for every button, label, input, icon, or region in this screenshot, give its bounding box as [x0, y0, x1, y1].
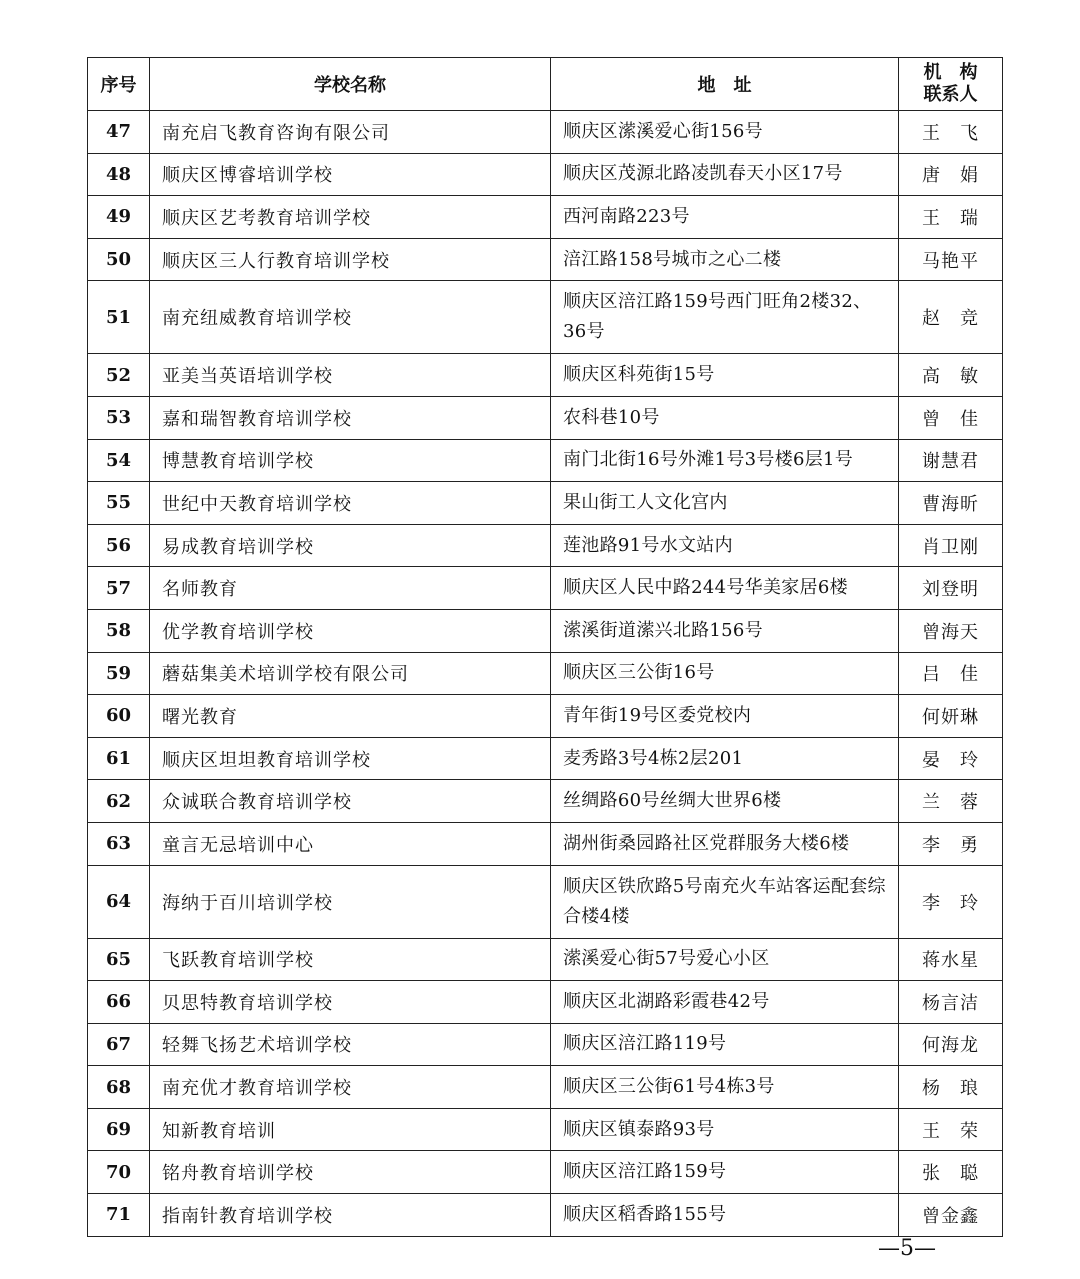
header-contact [899, 58, 1003, 111]
cell-no: 70 [88, 1151, 150, 1194]
table-row [88, 1023, 1003, 1066]
cell-no: 52 [88, 354, 150, 397]
table-row [88, 567, 1003, 610]
cell-address: 顺庆区涪江路159号西门旺角2楼32、36号 [551, 281, 899, 354]
cell-contact: 何妍琳 [899, 695, 1003, 738]
cell-school-name: 南充启飞教育咨询有限公司 [150, 111, 551, 154]
cell-contact: 兰 蓉 [899, 780, 1003, 823]
cell-no: 64 [88, 865, 150, 938]
cell-contact: 李 玲 [899, 865, 1003, 938]
cell-contact: 吕 佳 [899, 652, 1003, 695]
cell-address: 顺庆区镇泰路93号 [551, 1108, 899, 1151]
cell-school-name: 贝思特教育培训学校 [150, 981, 551, 1024]
table-row [88, 354, 1003, 397]
cell-no: 49 [88, 196, 150, 239]
cell-school-name: 博慧教育培训学校 [150, 439, 551, 482]
cell-school-name: 指南针教育培训学校 [150, 1194, 551, 1237]
cell-address: 顺庆区铁欣路5号南充火车站客运配套综合楼4楼 [551, 865, 899, 938]
cell-school-name: 亚美当英语培训学校 [150, 354, 551, 397]
cell-no: 59 [88, 652, 150, 695]
cell-contact: 王 荣 [899, 1108, 1003, 1151]
cell-contact: 蒋水星 [899, 938, 1003, 981]
table-row [88, 780, 1003, 823]
cell-school-name: 顺庆区艺考教育培训学校 [150, 196, 551, 239]
cell-contact: 唐 娟 [899, 153, 1003, 196]
cell-contact: 曾海天 [899, 609, 1003, 652]
table-row [88, 196, 1003, 239]
table-row [88, 1151, 1003, 1194]
cell-school-name: 顺庆区坦坦教育培训学校 [150, 737, 551, 780]
cell-contact: 刘登明 [899, 567, 1003, 610]
table-row [88, 111, 1003, 154]
cell-school-name: 嘉和瑞智教育培训学校 [150, 396, 551, 439]
table-row [88, 737, 1003, 780]
cell-contact: 王 瑞 [899, 196, 1003, 239]
cell-school-name: 顺庆区三人行教育培训学校 [150, 238, 551, 281]
table-row [88, 652, 1003, 695]
cell-contact: 曾 佳 [899, 396, 1003, 439]
cell-address: 农科巷10号 [551, 396, 899, 439]
table-row [88, 695, 1003, 738]
cell-contact: 王 飞 [899, 111, 1003, 154]
cell-contact: 曹海昕 [899, 482, 1003, 525]
header-school-name: 学校名称 [150, 58, 551, 111]
table-row [88, 482, 1003, 525]
cell-address: 潆溪街道潆兴北路156号 [551, 609, 899, 652]
cell-school-name: 名师教育 [150, 567, 551, 610]
cell-no: 55 [88, 482, 150, 525]
table-row [88, 865, 1003, 938]
cell-school-name: 众诚联合教育培训学校 [150, 780, 551, 823]
cell-school-name: 飞跃教育培训学校 [150, 938, 551, 981]
table-row [88, 238, 1003, 281]
cell-school-name: 易成教育培训学校 [150, 524, 551, 567]
cell-no: 54 [88, 439, 150, 482]
cell-address: 顺庆区三公街16号 [551, 652, 899, 695]
cell-no: 69 [88, 1108, 150, 1151]
cell-no: 66 [88, 981, 150, 1024]
cell-contact: 赵 竞 [899, 281, 1003, 354]
cell-no: 63 [88, 822, 150, 865]
cell-contact: 杨 琅 [899, 1066, 1003, 1109]
cell-address: 顺庆区人民中路244号华美家居6楼 [551, 567, 899, 610]
table-row [88, 439, 1003, 482]
cell-address: 顺庆区涪江路159号 [551, 1151, 899, 1194]
cell-school-name: 蘑菇集美术培训学校有限公司 [150, 652, 551, 695]
header-contact-line1: 机 构 [923, 62, 978, 83]
cell-school-name: 童言无忌培训中心 [150, 822, 551, 865]
table-row [88, 938, 1003, 981]
cell-school-name: 铭舟教育培训学校 [150, 1151, 551, 1194]
cell-address: 顺庆区稻香路155号 [551, 1194, 899, 1237]
cell-address: 莲池路91号水文站内 [551, 524, 899, 567]
school-table [87, 57, 1003, 1237]
cell-no: 67 [88, 1023, 150, 1066]
cell-no: 56 [88, 524, 150, 567]
cell-address: 潆溪爱心街57号爱心小区 [551, 938, 899, 981]
cell-contact: 李 勇 [899, 822, 1003, 865]
cell-no: 51 [88, 281, 150, 354]
cell-contact: 曾金鑫 [899, 1194, 1003, 1237]
table-row [88, 153, 1003, 196]
cell-no: 65 [88, 938, 150, 981]
cell-school-name: 轻舞飞扬艺术培训学校 [150, 1023, 551, 1066]
cell-school-name: 顺庆区博睿培训学校 [150, 153, 551, 196]
cell-address: 涪江路158号城市之心二楼 [551, 238, 899, 281]
table-row [88, 609, 1003, 652]
cell-contact: 高 敏 [899, 354, 1003, 397]
cell-address: 麦秀路3号4栋2层201 [551, 737, 899, 780]
cell-school-name: 世纪中天教育培训学校 [150, 482, 551, 525]
table-row [88, 1066, 1003, 1109]
cell-no: 58 [88, 609, 150, 652]
cell-address: 果山街工人文化宫内 [551, 482, 899, 525]
table-row [88, 524, 1003, 567]
cell-contact: 谢慧君 [899, 439, 1003, 482]
cell-address: 顺庆区北湖路彩霞巷42号 [551, 981, 899, 1024]
cell-address: 顺庆区潆溪爱心街156号 [551, 111, 899, 154]
cell-address: 顺庆区科苑街15号 [551, 354, 899, 397]
table-row [88, 396, 1003, 439]
header-address: 地 址 [551, 58, 899, 111]
cell-no: 48 [88, 153, 150, 196]
cell-no: 50 [88, 238, 150, 281]
table-header-row [88, 58, 1003, 111]
cell-contact: 张 聪 [899, 1151, 1003, 1194]
cell-no: 62 [88, 780, 150, 823]
table-row [88, 281, 1003, 354]
cell-no: 71 [88, 1194, 150, 1237]
cell-contact: 晏 玲 [899, 737, 1003, 780]
cell-address: 顺庆区三公街61号4栋3号 [551, 1066, 899, 1109]
cell-no: 68 [88, 1066, 150, 1109]
cell-address: 西河南路223号 [551, 196, 899, 239]
cell-address: 顺庆区茂源北路凌凯春天小区17号 [551, 153, 899, 196]
cell-no: 57 [88, 567, 150, 610]
cell-school-name: 南充优才教育培训学校 [150, 1066, 551, 1109]
page-number: —5— [878, 1236, 936, 1261]
cell-contact: 杨言洁 [899, 981, 1003, 1024]
cell-contact: 马艳平 [899, 238, 1003, 281]
cell-no: 60 [88, 695, 150, 738]
cell-school-name: 南充纽威教育培训学校 [150, 281, 551, 354]
cell-school-name: 海纳于百川培训学校 [150, 865, 551, 938]
cell-address: 湖州街桑园路社区党群服务大楼6楼 [551, 822, 899, 865]
table-row [88, 822, 1003, 865]
cell-contact: 何海龙 [899, 1023, 1003, 1066]
cell-address: 丝绸路60号丝绸大世界6楼 [551, 780, 899, 823]
cell-school-name: 曙光教育 [150, 695, 551, 738]
cell-no: 53 [88, 396, 150, 439]
table-row [88, 1108, 1003, 1151]
cell-contact: 肖卫刚 [899, 524, 1003, 567]
header-contact-line2: 联系人 [923, 84, 978, 105]
cell-school-name: 优学教育培训学校 [150, 609, 551, 652]
cell-school-name: 知新教育培训 [150, 1108, 551, 1151]
cell-no: 61 [88, 737, 150, 780]
cell-address: 顺庆区涪江路119号 [551, 1023, 899, 1066]
table-row [88, 981, 1003, 1024]
header-no: 序号 [88, 58, 150, 111]
table-row [88, 1194, 1003, 1237]
cell-address: 南门北街16号外滩1号3号楼6层1号 [551, 439, 899, 482]
cell-no: 47 [88, 111, 150, 154]
cell-address: 青年街19号区委党校内 [551, 695, 899, 738]
